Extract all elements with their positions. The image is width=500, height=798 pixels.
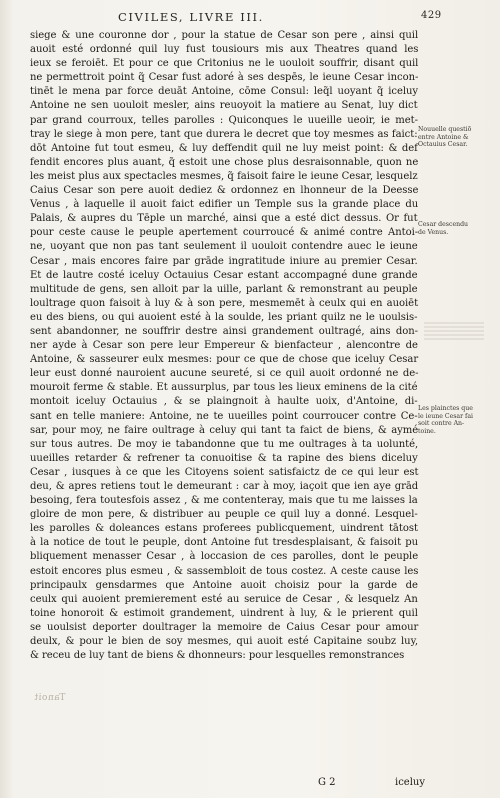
margin-note-line: toine. xyxy=(418,427,436,435)
signature-mark: G 2 xyxy=(318,777,336,788)
text-line: pour ceste cause le peuple apertement courroucé & animé contre Antoi- xyxy=(30,227,419,239)
text-line: besoing, fera toutesfois assez , & me contenteray, mais que tu me laisses la xyxy=(30,495,418,507)
text-line: loultrage quon faisoit à luy & à son pere, mesmemēt à ceulx qui en auoiēt xyxy=(30,297,419,309)
margin-note-line: soit contre An- xyxy=(418,420,465,428)
text-line: à la notice de tout le peuple, dont Antoine fut tresdesplaisant, & faisoit pu xyxy=(30,537,419,549)
text-line: multitude de gens, sen alloit par la uille, parlant & remonstrant au peuple xyxy=(30,283,418,295)
text-line: & receu de luy tant de biens & dhonneurs: pour lesquelles remonstrances xyxy=(30,650,405,662)
text-line: principaulx gensdarmes que Antoine auoit choisiz pour la garde de xyxy=(30,579,418,591)
text-line: toine honoroit & estimoit grandement, uindrent à luy, & le prierent quil xyxy=(30,607,418,619)
body-text xyxy=(30,29,420,663)
text-line: Cesar , mais encores faire par grāde ingratitude iniure au premier Cesar. xyxy=(30,255,418,267)
text-line: tray le siege à mon pere, tant que durera le decret que toy mesmes as faict: xyxy=(30,128,418,140)
text-line: gloire de mon pere, & distribuer au peuple ce quil luy a donné. Lesquel- xyxy=(30,509,418,521)
text-line: sur tous autres. De moy ie tabandonne que tu me oultrages à ta uolunté, xyxy=(30,438,419,450)
text-line: par grand courroux, telles parolles : Quiconques le uueille ueoir, ie met- xyxy=(30,114,418,126)
text-line: fendit encores plus auant, q̃ estoit une chose plus desraisonnable, quon ne xyxy=(30,156,419,168)
margin-note-line: Cesar descendu xyxy=(418,221,469,228)
margin-note-3 xyxy=(418,405,496,435)
margin-note-line: de Venus. xyxy=(418,228,449,236)
show-through-marks xyxy=(424,322,484,340)
text-line: montoit iceluy Octauius , & se plaingnoit à haulte uoix, d'Antoine, di- xyxy=(30,396,418,408)
text-line: Antoine ne sen uouloit mesler, ains reuoyoit la matiere au Senat, luy dict xyxy=(30,100,418,112)
running-head: CIVILES, LIVRE III. xyxy=(118,10,264,24)
text-line: auoit esté ordonné quil luy fust tousiours mis aux Theatres quand les xyxy=(30,44,419,56)
text-line: bliquement menasser Cesar , à loccasion de ces parolles, dont le peuple xyxy=(30,551,419,563)
page-header xyxy=(0,10,500,30)
text-line: ner ayde à Cesar son pere leur Empereur & bienfacteur , alencontre de xyxy=(30,340,418,352)
text-line: les meist plus aux spectacles mesmes, q̃ faisoit faire le ieune Cesar, lesquelz xyxy=(30,170,418,182)
margin-note-line: Nouuelle questiõ xyxy=(418,126,472,133)
text-line: Antoine, & sasseurer eulx mesmes: pour ce que de chose que iceluy Cesar xyxy=(30,354,419,366)
text-line: Venus , à laquelle il auoit faict edifier un Temple sus la grande place du xyxy=(30,199,419,211)
text-line: Palais, & aupres du Tēple un marché, ainsi que a esté dict dessus. Or fut xyxy=(30,213,418,225)
text-line: ceulx qui auoient premierement esté au seruice de Cesar , & lesquelz An xyxy=(30,593,418,605)
text-line: siege & une couronne dor , pour la statue de Cesar son pere , ainsi quil xyxy=(30,30,419,41)
margin-note-2 xyxy=(418,221,496,236)
text-line: mouroit ferme & stable. Et aussurplus, par tous les lieux eminens de la cité xyxy=(30,382,418,394)
text-line: Cesar , iusques à ce que les Citoyens soient satisfaictz de ce qui leur est xyxy=(30,466,419,478)
text-line: sant en telle maniere: Antoine, ne te uueilles point courroucer contre Ce- xyxy=(30,410,418,422)
text-line: se uoulsist deporter doultrager la memoire de Caius Cesar pour amour xyxy=(30,621,419,633)
text-line: dōt Antoine fut tout esmeu, & luy deffendit quil ne luy meist point: & def xyxy=(30,142,418,154)
text-line: estoit encores plus esmeu , & sassembloit de tous costez. A ceste cause les xyxy=(30,565,419,577)
margin-note-1 xyxy=(418,126,496,149)
text-line: ne, uoyant que non pas tant seulement il uouloit contendre auec le ieune xyxy=(30,241,418,253)
text-line: sent abandonner, ne souffrir destre ainsi grandement oultragé, ains don- xyxy=(30,325,418,337)
text-line: uueilles retarder & refrener ta conuoitise & ta rapine des biens diceluy xyxy=(30,452,418,464)
text-line: deu, & apres retiens tout le demeurant : car à moy, iaçoit que ien aye grād xyxy=(30,481,419,492)
show-through-text: Tanoit xyxy=(34,693,66,703)
text-line: Caius Cesar son pere auoit dediez & ordonnez en lhonneur de la Deesse xyxy=(30,185,419,197)
text-line: Et de lautre costé iceluy Octauius Cesar estant accompagné dune grande xyxy=(30,269,418,281)
margin-note-line: Les plainctes que xyxy=(418,405,473,412)
text-line: leur eust donné nauroient aucune seureté, si ce quil auoit ordonné ne de- xyxy=(30,368,419,380)
text-line: sar, pour moy, ne faire oultrage à celuy qui tant ta faict de biens, & aymé xyxy=(30,424,419,436)
text-line: les parolles & doleances estans proferees publicquement, uindrent tātost xyxy=(30,523,418,535)
margin-note-line: Octauius Cesar. xyxy=(418,141,468,149)
text-line: eu des biens, ou qui auoient esté à la soulde, les priant quilz ne le uoulsis- xyxy=(30,311,418,323)
margin-note-line: le ieune Cesar fai xyxy=(418,412,473,420)
text-line: deulx, & pour le bien de soy mesmes, qui auoit esté Capitaine soubz luy, xyxy=(30,636,419,648)
text-line: ieux se feroiēt. Et pour ce que Critonius ne le uouloit souffrir, disant quil xyxy=(30,58,419,70)
text-line: tinēt le mena par force deuāt Antoine, cōme Consul: leq̃l uoyant q̃ iceluy xyxy=(30,86,419,98)
text-line: ne permettroit point q̃ Cesar fust adoré à ses despēs, le ieune Cesar incon- xyxy=(30,72,419,84)
catchword: iceluy xyxy=(395,777,426,788)
margin-note-line: entre Antoine & xyxy=(418,133,469,141)
folio-number: 429 xyxy=(421,10,442,21)
